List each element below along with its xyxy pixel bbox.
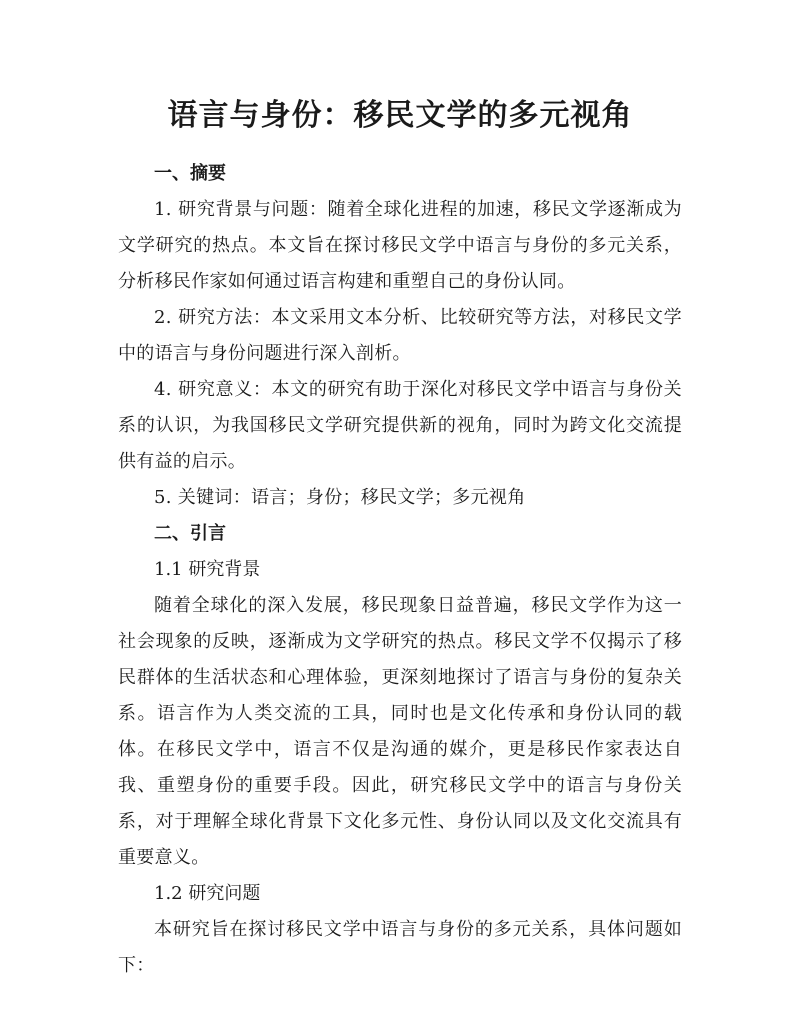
abstract-item-significance: 4. 研究意义：本文的研究有助于深化对移民文学中语言与身份关系的认识，为我国移民文学研究提供新的视角，同时为跨文化交流提供有益的启示。 <box>118 379 682 472</box>
subsection-title-questions: 1.2 研究问题 <box>154 883 261 904</box>
abstract-item-method: 2. 研究方法：本文采用文本分析、比较研究等方法，对移民文学中的语言与身份问题进行深入剖析。 <box>118 307 682 364</box>
paragraph-background: 随着全球化的深入发展，移民现象日益普遍，移民文学作为这一社会现象的反映，逐渐成为文学研究的热点。移民文学不仅揭示了移民群体的生活状态和心理体验，更深刻地探讨了语言与身份的复杂关系。语言作为人类交流的工具，同时也是文化传承和身份认同的载体。在移民文学中，语言不仅是沟通的媒介，更是移民作家表达自我、重塑身份的重要手段。因此，研究移民文学中的语言与身份关系，对于理解全球化背景下文化多元性、身份认同以及文化交流具有重要意义。 <box>118 595 682 868</box>
section-heading-intro: 二、引言 <box>154 523 226 544</box>
section-heading-abstract: 一、摘要 <box>154 163 226 184</box>
abstract-item-keywords: 5. 关键词：语言；身份；移民文学；多元视角 <box>154 487 526 508</box>
document-title: 语言与身份：移民文学的多元视角 <box>167 98 633 133</box>
subsection-title-background: 1.1 研究背景 <box>154 559 261 580</box>
paragraph-questions: 本研究旨在探讨移民文学中语言与身份的多元关系，具体问题如下： <box>118 919 682 976</box>
abstract-item-background: 1. 研究背景与问题：随着全球化进程的加速，移民文学逐渐成为文学研究的热点。本文旨在探讨移民文学中语言与身份的多元关系，分析移民作家如何通过语言构建和重塑自己的身份认同。 <box>118 199 682 292</box>
document-page <box>118 84 682 984</box>
